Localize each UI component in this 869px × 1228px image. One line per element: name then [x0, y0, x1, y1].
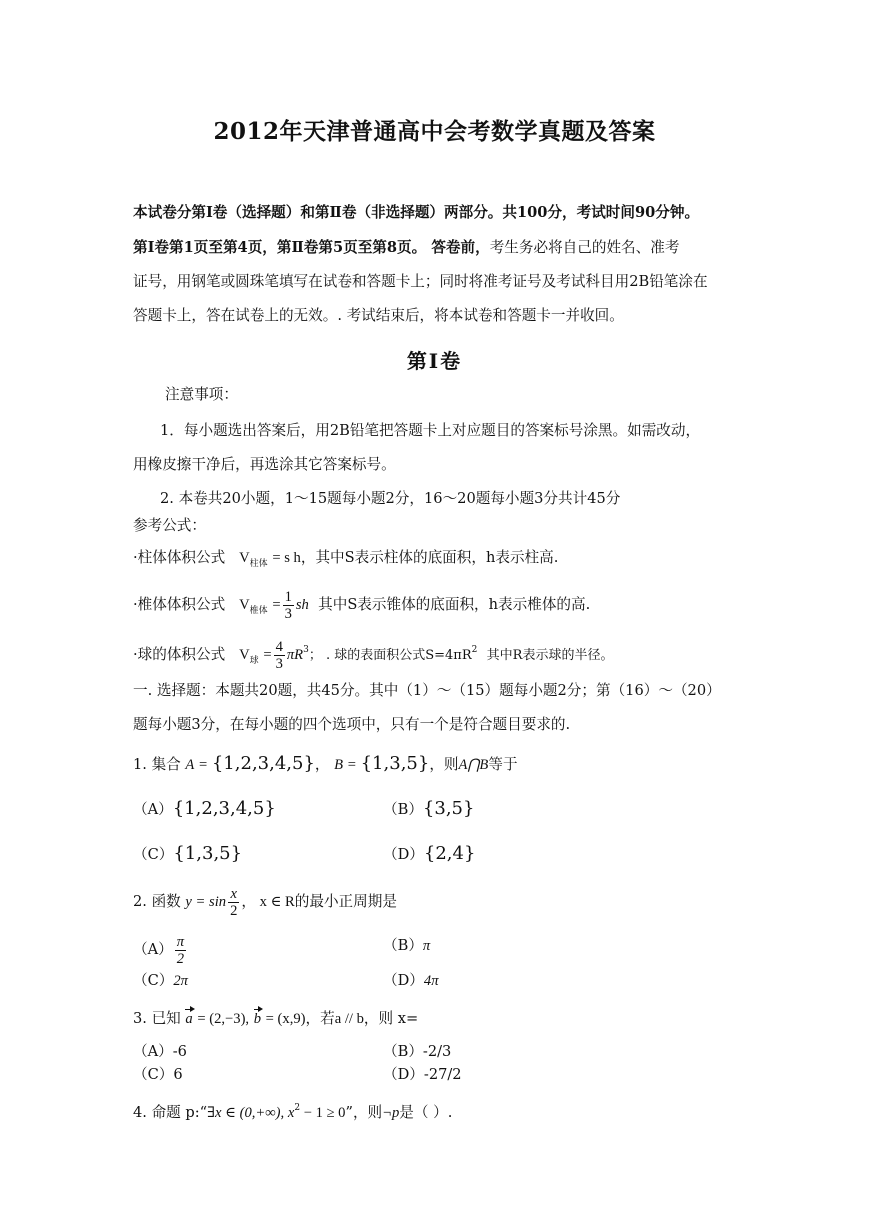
question-3-number: 3.	[133, 1010, 147, 1027]
formula-sphere-v: V	[239, 647, 250, 663]
question-1-then: ，则	[429, 756, 459, 773]
question-4-text: 命题 p:“	[151, 1104, 208, 1121]
option-value: 4π	[423, 973, 439, 989]
document-title: 2012年天津普通高中会考数学真题及答案	[213, 118, 656, 145]
formula-sphere	[133, 628, 613, 683]
fraction-numerator: 4	[275, 638, 283, 655]
question-2	[133, 880, 397, 924]
vector-a: a	[185, 1011, 193, 1027]
option-label: （D）	[383, 1066, 424, 1083]
intro-line-3: 证号，用钢笔或圆珠笔填写在试卷和答题卡上；同时将准考证号及考试科目用2B铅笔涂在	[133, 273, 708, 290]
option-label: （A）	[133, 1043, 173, 1060]
parallel-expr: a // b	[334, 1011, 364, 1027]
proposition-exp: 2	[294, 1103, 301, 1113]
option-value: -6	[172, 1043, 187, 1060]
formula-sphere-exp2: 2	[471, 645, 478, 655]
q1-option-b[interactable]	[383, 799, 474, 820]
q2-option-c[interactable]	[133, 971, 188, 991]
q3-option-d[interactable]	[383, 1065, 462, 1085]
question-3-mid: ，若	[305, 1010, 335, 1027]
formula-sphere-mid: ； . 球的表面积公式S=4πR	[308, 648, 472, 663]
question-1-text: 集合	[151, 756, 181, 773]
formula-sphere-pir: πR	[286, 647, 304, 663]
q1-option-a[interactable]	[133, 799, 276, 820]
part1-line-1: 一. 选择题：本题共20题，共45分。其中（1）～（15）题每小题2分；第（16）～（20）	[133, 682, 721, 699]
part1-line-2: 题每小题3分，在每小题的四个选项中，只有一个是符合题目要求的.	[133, 716, 571, 733]
option-value: -2/3	[422, 1043, 452, 1060]
set-a-name: A	[185, 757, 195, 773]
intro-line-2-rest: 考生务必将自己的姓名、准考	[489, 239, 680, 256]
question-1-number: 1.	[133, 756, 147, 773]
q1-option-c[interactable]	[133, 844, 242, 865]
proposition-expr-2: − 1 ≥ 0	[300, 1105, 346, 1121]
option-label: （D）	[383, 846, 424, 863]
formula-cone-label: ·椎体体积公式	[133, 596, 226, 613]
set-b-name: B	[334, 757, 344, 773]
formula-sphere-eq: =	[263, 647, 272, 663]
set-a-values: {1,2,3,4,5}	[211, 753, 315, 774]
formula-cylinder-label: ·柱体体积公式	[133, 549, 226, 566]
formula-cone	[133, 583, 590, 633]
fraction-denominator: 3	[284, 605, 292, 622]
question-4-tail: 是（ ）.	[399, 1104, 453, 1121]
formula-cone-desc: 其中S表示锥体的底面积，h表示椎体的高.	[318, 596, 591, 613]
option-value: -27/2	[423, 1066, 462, 1083]
proposition-expr: ∃x ∈ (0,+∞), x	[207, 1105, 295, 1121]
intro-line-2	[133, 238, 679, 258]
question-4-number: 4.	[133, 1104, 147, 1121]
q2-option-a[interactable]	[133, 930, 188, 970]
q3-option-a[interactable]	[133, 1042, 187, 1062]
fraction-numerator: 1	[284, 588, 292, 605]
formula-sphere-sub: 球	[249, 656, 259, 666]
formula-cone-sh: sh	[295, 597, 309, 613]
option-value: {2,4}	[423, 843, 476, 864]
vector-b: b	[253, 1011, 262, 1027]
notes-item-1-line-1: 1．每小题选出答案后，用2B铅笔把答题卡上对应题目的答案标号涂黑。如需改动，	[160, 422, 701, 439]
question-3-text: 已知	[151, 1010, 181, 1027]
option-label: （A）	[133, 941, 173, 958]
question-2-tail: 的最小正周期是	[294, 893, 397, 910]
option-label: （B）	[383, 1043, 423, 1060]
q3-option-c[interactable]	[133, 1065, 183, 1085]
q3-option-b[interactable]	[383, 1042, 451, 1062]
formula-sphere-desc: 其中R表示球的半径。	[486, 648, 614, 663]
question-3-tail: ，则 x=	[363, 1010, 419, 1027]
option-value: π	[422, 938, 431, 954]
intro-line-2-bold: 第Ⅰ卷第1页至第4页，第Ⅱ卷第5页至第8页。 答卷前，	[133, 239, 490, 256]
vector-b-value: = (x,9)	[265, 1011, 306, 1027]
option-value: {1,2,3,4,5}	[172, 798, 276, 819]
formula-sphere-exp: 3	[303, 645, 309, 655]
q2-option-b[interactable]	[383, 936, 430, 956]
question-1-tail: 等于	[488, 756, 518, 773]
option-value: {3,5}	[422, 798, 475, 819]
fraction-numerator: x	[228, 886, 239, 903]
fraction-denominator: 2	[230, 902, 238, 919]
negation-p: ¬p	[382, 1105, 400, 1121]
intro-line-4: 答题卡上，答在试卷上的无效。. 考试结束后，将本试卷和答题卡一并收回。	[133, 307, 624, 324]
function-domain: ， x ∈ R	[241, 894, 295, 910]
fraction-denominator: 2	[176, 950, 185, 967]
notes-item-2: 2. 本卷共20小题，1～15题每小题2分，16～20题每小题3分共计45分	[160, 490, 621, 507]
fraction-numerator: π	[176, 933, 185, 950]
formula-cone-fraction	[283, 589, 294, 622]
set-a-eq: =	[198, 757, 208, 773]
option-value: 6	[173, 1066, 183, 1083]
formula-sphere-fraction	[274, 639, 285, 672]
q1-option-d[interactable]	[383, 844, 475, 865]
notes-item-1-line-2: 用橡皮擦干净后，再选涂其它答案标号。	[133, 456, 396, 473]
formula-cylinder	[133, 548, 558, 574]
vector-a-value: = (2,−3),	[197, 1011, 250, 1027]
set-b-eq: =	[347, 757, 356, 773]
formula-cylinder-sub: 柱体	[249, 559, 268, 569]
option-label: （C）	[133, 846, 174, 863]
formula-cone-sub: 椎体	[249, 606, 268, 616]
formula-cylinder-v: V	[239, 550, 250, 566]
formula-sphere-label: ·球的体积公式	[133, 646, 226, 663]
formula-cone-v: V	[239, 597, 250, 613]
option-label: （B）	[383, 801, 423, 818]
function-fraction	[228, 886, 239, 919]
formulas-heading: 参考公式：	[133, 517, 206, 534]
option-label: （D）	[383, 972, 424, 989]
option-label: （C）	[133, 1066, 174, 1083]
question-2-number: 2.	[133, 893, 147, 910]
option-value: {1,3,5}	[173, 843, 243, 864]
question-2-text: 函数	[151, 893, 181, 910]
option-label: （B）	[383, 937, 423, 954]
option-value: 2π	[173, 973, 188, 989]
function-expr: y = sin	[185, 894, 227, 910]
question-3	[133, 1009, 418, 1029]
intersection-expr: A⋂B	[458, 757, 489, 773]
fraction-denominator: 3	[275, 655, 283, 672]
formula-cylinder-desc: ，其中S表示柱体的底面积，h表示柱高.	[300, 549, 559, 566]
question-1	[133, 754, 518, 775]
section-title: 第Ⅰ卷	[406, 349, 463, 373]
option-label: （C）	[133, 972, 174, 989]
set-b-values: {1,3,5}	[360, 753, 430, 774]
option-label: （A）	[133, 801, 173, 818]
notes-heading: 注意事项：	[165, 386, 238, 403]
q2-option-d[interactable]	[383, 971, 439, 991]
formula-cone-eq: =	[272, 597, 281, 613]
formula-cylinder-eq: = s h	[272, 550, 301, 566]
question-4-mid: ”，则	[345, 1104, 383, 1121]
option-fraction	[175, 934, 186, 967]
question-4	[133, 1098, 452, 1123]
question-1-comma: ，	[314, 756, 330, 773]
intro-line-1: 本试卷分第Ⅰ卷（选择题）和第Ⅱ卷（非选择题）两部分。共100分，考试时间90分钟。	[133, 204, 700, 221]
